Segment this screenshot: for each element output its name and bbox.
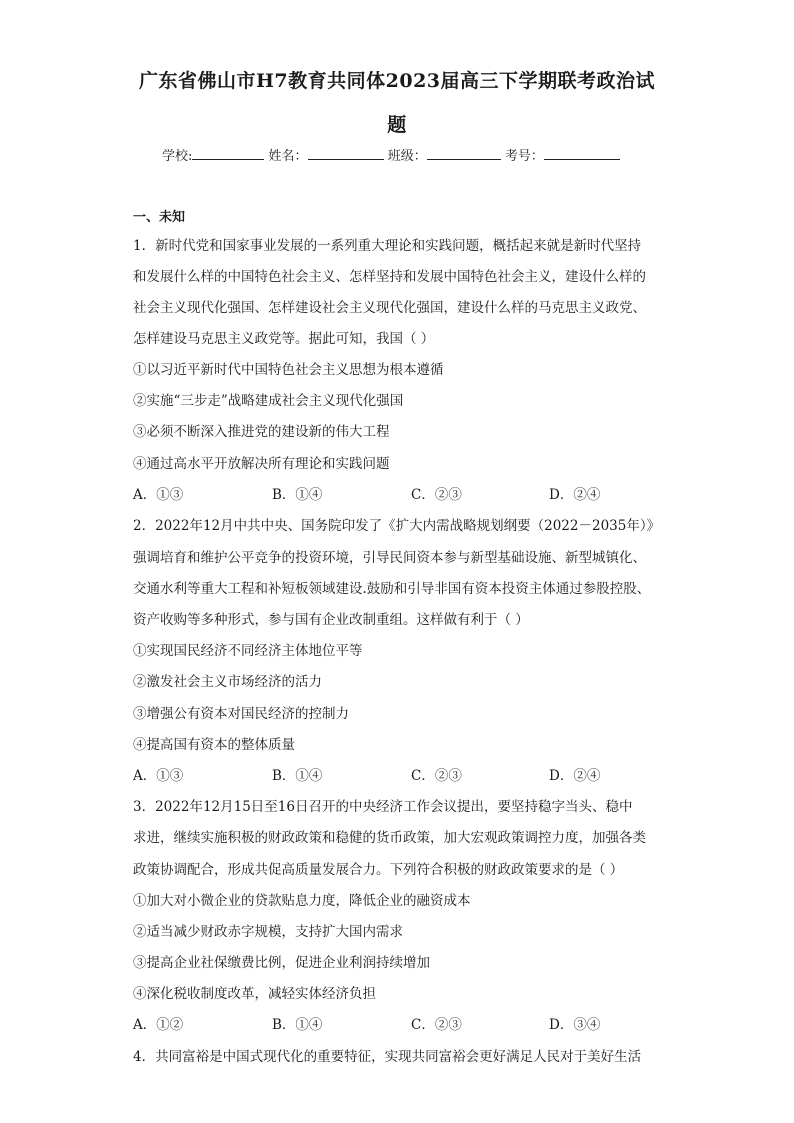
option-a: A．①③ bbox=[133, 768, 184, 784]
question-1-text: 社会主义现代化强国、怎样建设社会主义现代化强国，建设什么样的马克思主义政党、 bbox=[133, 300, 646, 316]
question-2-statement: ①实现国民经济不同经济主体地位平等 bbox=[133, 643, 363, 659]
question-2-statement: ③增强公有资本对国民经济的控制力 bbox=[133, 706, 349, 722]
question-4-text: 4．共同富裕是中国式现代化的重要特征，实现共同富裕会更好满足人民对于美好生活 bbox=[133, 1049, 642, 1065]
option-b: B．①④ bbox=[272, 768, 323, 784]
option-a: A．①② bbox=[133, 1017, 184, 1033]
option-c: C．②③ bbox=[411, 768, 462, 784]
question-3-statement: ③提高企业社保缴费比例，促进企业利润持续增加 bbox=[133, 955, 430, 971]
school-label: 学校: bbox=[162, 149, 193, 164]
question-1-text: 和发展什么样的中国特色社会主义、怎样坚持和发展中国特色社会主义，建设什么样的 bbox=[133, 269, 646, 285]
question-1-statement: ②实施“三步走”战略建成社会主义现代化强国 bbox=[133, 393, 404, 409]
question-2-text: 资产收购等多种形式，参与国有企业改制重组。这样做有利于（ ） bbox=[133, 612, 529, 628]
option-c: C．②③ bbox=[411, 1017, 462, 1033]
name-blank bbox=[308, 146, 384, 160]
number-label: 考号： bbox=[504, 149, 544, 164]
school-blank bbox=[192, 146, 264, 160]
question-1-statement: ③必须不断深入推进党的建设新的伟大工程 bbox=[133, 424, 390, 440]
question-2-text: 强调培育和维护公平竞争的投资环境，引导民间资本参与新型基础设施、新型城镇化、 bbox=[133, 550, 646, 566]
option-d: D．②④ bbox=[549, 487, 601, 503]
option-d: D．②④ bbox=[549, 768, 601, 784]
question-3-statement: ①加大对小微企业的贷款贴息力度，降低企业的融资成本 bbox=[133, 893, 471, 909]
question-3-statement: ②适当减少财政赤字规模，支持扩大国内需求 bbox=[133, 924, 403, 940]
question-3-text: 3．2022年12月15日至16日召开的中央经济工作会议提出，要坚持稳字当头、稳中 bbox=[133, 799, 633, 815]
question-2-text: 交通水利等重大工程和补短板领域建设.鼓励和引导非国有资本投资主体通过参股控股、 bbox=[133, 581, 651, 597]
student-info-row bbox=[162, 145, 620, 164]
option-b: B．①④ bbox=[272, 1017, 323, 1033]
option-c: C．②③ bbox=[411, 487, 462, 503]
name-label: 姓名： bbox=[268, 149, 308, 164]
question-2-statement: ②激发社会主义市场经济的活力 bbox=[133, 674, 322, 690]
exam-title-line-2: 题 bbox=[387, 114, 407, 136]
number-blank bbox=[544, 146, 620, 160]
question-1-text: 怎样建设马克思主义政党等。据此可知，我国（ ） bbox=[133, 331, 435, 347]
question-1-statement: ①以习近平新时代中国特色社会主义思想为根本遵循 bbox=[133, 362, 444, 378]
question-3-statement: ④深化税收制度改革，减轻实体经济负担 bbox=[133, 986, 376, 1002]
question-2-text: 2．2022年12月中共中央、国务院印发了《扩大内需战略规划纲要（2022－2035年）》 bbox=[133, 518, 661, 534]
question-3-text: 政策协调配合，形成共促高质量发展合力。下列符合积极的财政政策要求的是（ ） bbox=[133, 862, 624, 878]
question-1-text: 1．新时代党和国家事业发展的一系列重大理论和实践问题，概括起来就是新时代坚持 bbox=[133, 238, 642, 254]
question-3-text: 求进，继续实施积极的财政政策和稳健的货币政策，加大宏观政策调控力度，加强各类 bbox=[133, 830, 646, 846]
question-2-statement: ④提高国有资本的整体质量 bbox=[133, 737, 295, 753]
question-1-options bbox=[133, 483, 633, 503]
option-b: B．①④ bbox=[272, 487, 323, 503]
section-heading: 一、未知 bbox=[133, 210, 186, 225]
class-label: 班级： bbox=[387, 149, 427, 164]
exam-title-line-1: 广东省佛山市H7教育共同体2023届高三下学期联考政治试 bbox=[138, 70, 656, 92]
question-3-options bbox=[133, 1013, 633, 1033]
option-d: D．③④ bbox=[549, 1017, 601, 1033]
option-a: A．①③ bbox=[133, 487, 184, 503]
question-1-statement: ④通过高水平开放解决所有理论和实践问题 bbox=[133, 456, 390, 472]
question-2-options bbox=[133, 764, 633, 784]
class-blank bbox=[427, 146, 501, 160]
